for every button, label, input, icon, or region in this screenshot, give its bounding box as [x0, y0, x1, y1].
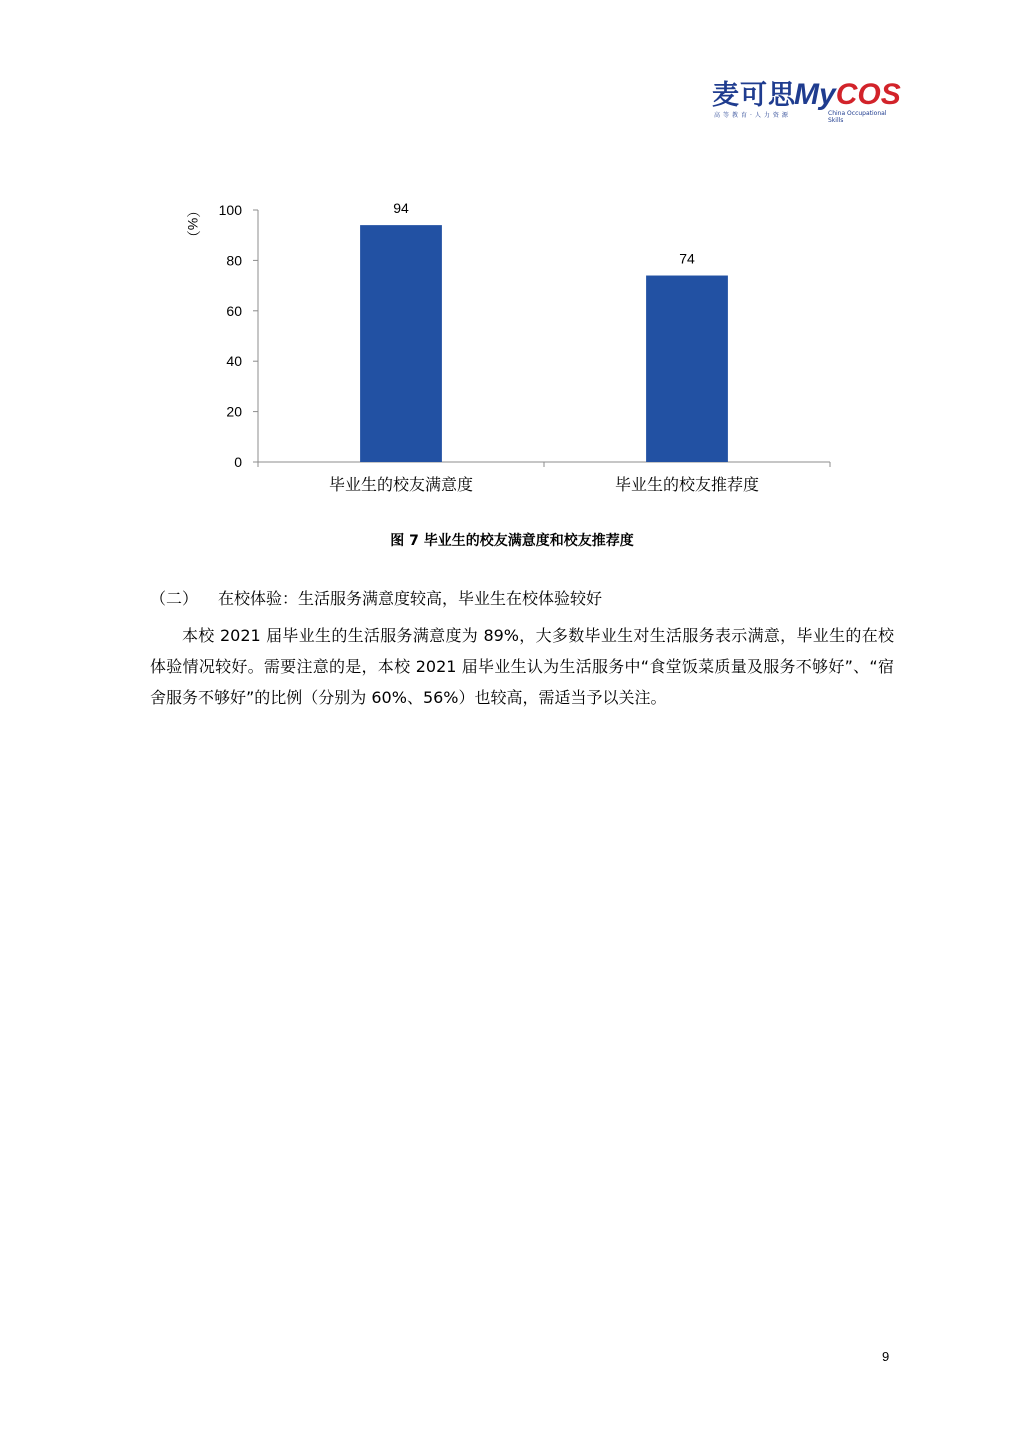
section-number: （二） [150, 589, 199, 608]
y-tick-label: 80 [226, 252, 242, 269]
data-label: 74 [679, 250, 695, 267]
data-label: 94 [393, 200, 409, 217]
logo-subtitle-en: China Occupational Skills [828, 110, 887, 124]
page-number: 9 [882, 1349, 890, 1364]
logo-chinese-text: 麦可思 [712, 80, 796, 111]
logo-en-main: My [794, 78, 836, 111]
y-tick-label: 20 [226, 403, 242, 420]
y-tick-label: 60 [226, 302, 242, 319]
y-tick-label: 0 [234, 454, 242, 470]
x-category-label: 毕业生的校友推荐度 [614, 477, 760, 494]
logo-subtitle-cn: 高等教育·人力资源 [714, 112, 791, 119]
section-heading [150, 586, 602, 609]
y-axis-label: （%） [185, 203, 201, 245]
bar [646, 276, 728, 462]
figure-caption: 图 7 毕业生的校友满意度和校友推荐度 [390, 533, 634, 549]
body-paragraph: 本校 2021 届毕业生的生活服务满意度为 89%，大多数毕业生对生活服务表示满意，毕业生的在校体验情况较好。需要注意的是，本校 2021 届毕业生认为生活服务中“食堂饭菜质量及服务不够好”、“宿舍服务不够好”的比例（分别为 60%、56%）也较高，需适当予以关注。 [150, 626, 894, 707]
y-tick-label: 100 [218, 202, 242, 218]
x-category-label: 毕业生的校友满意度 [328, 477, 474, 494]
y-tick-label: 40 [226, 353, 242, 370]
mycos-logo [712, 78, 901, 124]
bar-chart [150, 190, 870, 510]
section-title: 在校体验：生活服务满意度较高，毕业生在校体验较好 [218, 589, 603, 608]
bar [360, 225, 442, 462]
logo-english-text [794, 78, 901, 112]
logo-en-accent: COS [835, 78, 901, 111]
